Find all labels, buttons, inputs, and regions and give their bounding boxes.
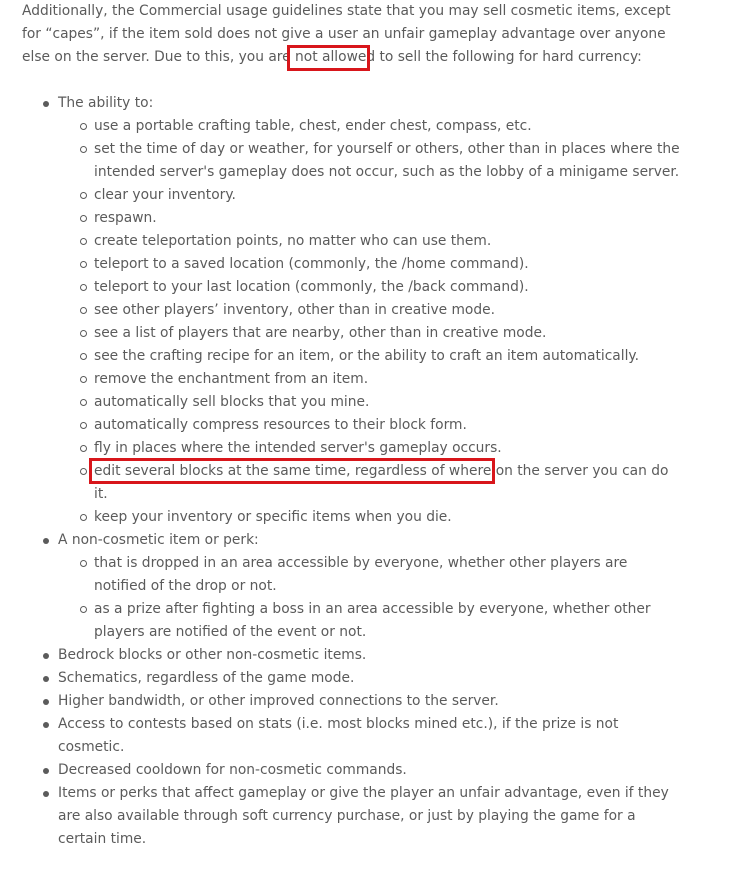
sublist-item: that is dropped in an area accessible by everyone, whether other players are notified of the drop or not. [94,552,682,598]
noncosmetic-sublist [58,552,682,644]
sublist-item: teleport to your last location (commonly, the /back command). [94,276,682,299]
sublist-item: teleport to a saved location (commonly, the /home command). [94,253,682,276]
sublist-item: set the time of day or weather, for yourself or others, other than in places where the intended server's gameplay does not occur, such as the lobby of a minigame server. [94,138,682,184]
list-item: Higher bandwidth, or other improved connections to the server. [58,690,682,713]
sublist-item: see the crafting recipe for an item, or the ability to craft an item automatically. [94,345,682,368]
list-item-ability [58,92,682,529]
ability-sublist [58,115,682,529]
prohibited-list [22,92,682,851]
intro-paragraph: Additionally, the Commercial usage guidelines state that you may sell cosmetic items, except for “capes”, if the item sold does not give a user an unfair gameplay advantage over anyone else on the server. Due to this, you are not allowed to sell the following for hard currency: [22,3,671,65]
list-item: Schematics, regardless of the game mode. [58,667,682,690]
list-item: Access to contests based on stats (i.e. most blocks mined etc.), if the prize is not cosmetic. [58,713,682,759]
sublist-item: clear your inventory. [94,184,682,207]
list-item: Bedrock blocks or other non-cosmetic items. [58,644,682,667]
sublist-item: keep your inventory or specific items when you die. [94,506,682,529]
list-item-noncosmetic [58,529,682,644]
sublist-item: see a list of players that are nearby, other than in creative mode. [94,322,682,345]
sublist-item: remove the enchantment from an item. [94,368,682,391]
list-item-label: The ability to: [58,95,154,111]
list-item: Items or perks that affect gameplay or give the player an unfair advantage, even if they are also available through soft currency purchase, or just by playing the game for a certain time. [58,782,682,851]
article-body [22,0,682,851]
sublist-item: use a portable crafting table, chest, ender chest, compass, etc. [94,115,682,138]
list-item: Decreased cooldown for non-cosmetic commands. [58,759,682,782]
list-item-label: A non-cosmetic item or perk: [58,532,259,548]
sublist-item: see other players’ inventory, other than in creative mode. [94,299,682,322]
sublist-item: edit several blocks at the same time, regardless of where on the server you can do it. [94,460,682,506]
sublist-item: automatically sell blocks that you mine. [94,391,682,414]
sublist-item-highlighted: fly in places where the intended server's gameplay occurs. [94,437,682,460]
sublist-item: respawn. [94,207,682,230]
sublist-item: automatically compress resources to their block form. [94,414,682,437]
sublist-item: create teleportation points, no matter who can use them. [94,230,682,253]
sublist-item: as a prize after fighting a boss in an area accessible by everyone, whether other players are notified of the event or not. [94,598,682,644]
